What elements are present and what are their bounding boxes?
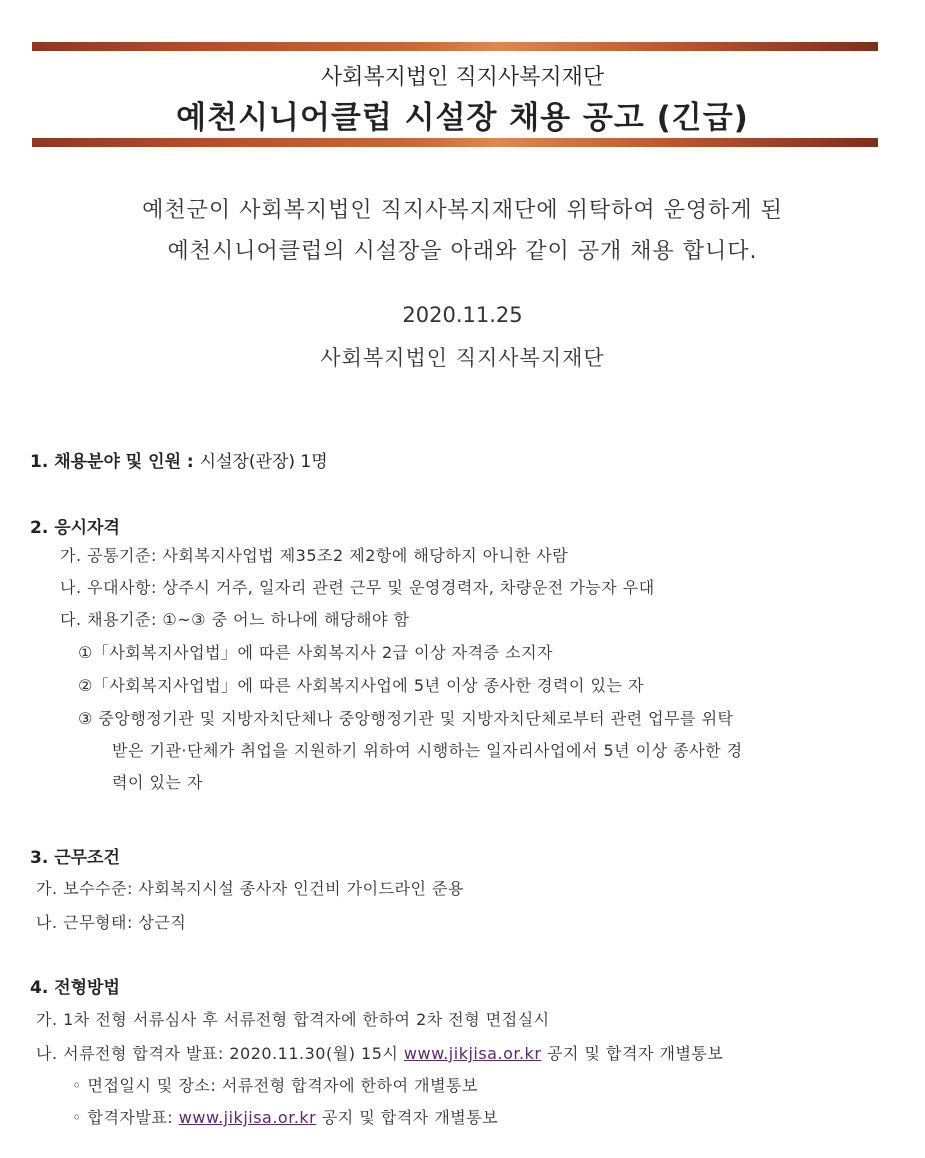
qualification-criteria: 다. 채용기준: ①~③ 중 어느 하나에 해당해야 함: [60, 610, 410, 629]
section-3-heading: 3. 근무조건: [30, 848, 120, 868]
final-announcement-suffix: 공지 및 합격자 개별통보: [316, 1108, 499, 1127]
website-link-2[interactable]: www.jikjisa.or.kr: [178, 1108, 317, 1127]
criteria-item-2: ②「사회복지사업법」에 따른 사회복지사업에 5년 이상 종사한 경력이 있는 자: [78, 676, 644, 695]
section-1-heading: [30, 447, 328, 472]
organization-title: 사회복지법인 직지사복지재단: [320, 65, 605, 90]
selection-step-2-text: 나. 서류전형 합격자 발표: 2020.11.30(월) 15시: [36, 1044, 404, 1063]
criteria-item-3-continued: 받은 기관·단체가 취업을 지원하기 위하여 시행하는 일자리사업에서 5년 이상 종사한 경: [112, 741, 743, 760]
header-decorative-band-top: [32, 42, 878, 51]
interview-info: ◦ 면접일시 및 장소: 서류전형 합격자에 한하여 개별통보: [72, 1076, 478, 1095]
intro-line-2: 예천시니어클럽의 시설장을 아래와 같이 공개 채용 합니다.: [167, 239, 758, 264]
selection-step-2: [36, 1041, 723, 1064]
work-salary: 가. 보수수준: 사회복지시설 종사자 인건비 가이드라인 준용: [36, 879, 464, 898]
final-announcement: [72, 1105, 498, 1128]
section-1-title: 1. 채용분야 및 인원 :: [30, 452, 194, 472]
section-2-heading: 2. 응시자격: [30, 518, 120, 538]
qualification-preferred: 나. 우대사항: 상주시 거주, 일자리 관련 근무 및 운영경력자, 차량운전 가능자 우대: [60, 578, 655, 597]
selection-step-1: 가. 1차 전형 서류심사 후 서류전형 합격자에 한하여 2차 전형 면접실시: [36, 1010, 550, 1029]
criteria-item-3: ③ 중앙행정기관 및 지방자치단체나 중앙행정기관 및 지방자치단체로부터 관련 업무를 위탁: [78, 709, 734, 728]
announcement-date: 2020.11.25: [402, 303, 523, 327]
selection-step-2-suffix: 공지 및 합격자 개별통보: [541, 1044, 724, 1063]
final-announcement-text: ◦ 합격자발표:: [72, 1108, 179, 1127]
header-decorative-band-bottom: [32, 138, 878, 147]
criteria-item-1: ①「사회복지사업법」에 따른 사회복지사 2급 이상 자격증 소지자: [78, 643, 553, 662]
qualification-common: 가. 공통기준: 사회복지사업법 제35조2 제2항에 해당하지 아니한 사람: [60, 546, 569, 565]
section-4-heading: 4. 전형방법: [30, 978, 120, 998]
criteria-item-3-continued-2: 력이 있는 자: [112, 773, 203, 792]
intro-line-1: 예천군이 사회복지법인 직지사복지재단에 위탁하여 운영하게 된: [142, 198, 783, 223]
section-1-value: 시설장(관장) 1명: [199, 452, 328, 472]
website-link[interactable]: www.jikjisa.or.kr: [403, 1044, 542, 1063]
page-title: 예천시니어클럽 시설장 채용 공고 (긴급): [176, 100, 749, 136]
announcing-organization: 사회복지법인 직지사복지재단: [320, 346, 605, 370]
work-type: 나. 근무형태: 상근직: [36, 913, 187, 932]
